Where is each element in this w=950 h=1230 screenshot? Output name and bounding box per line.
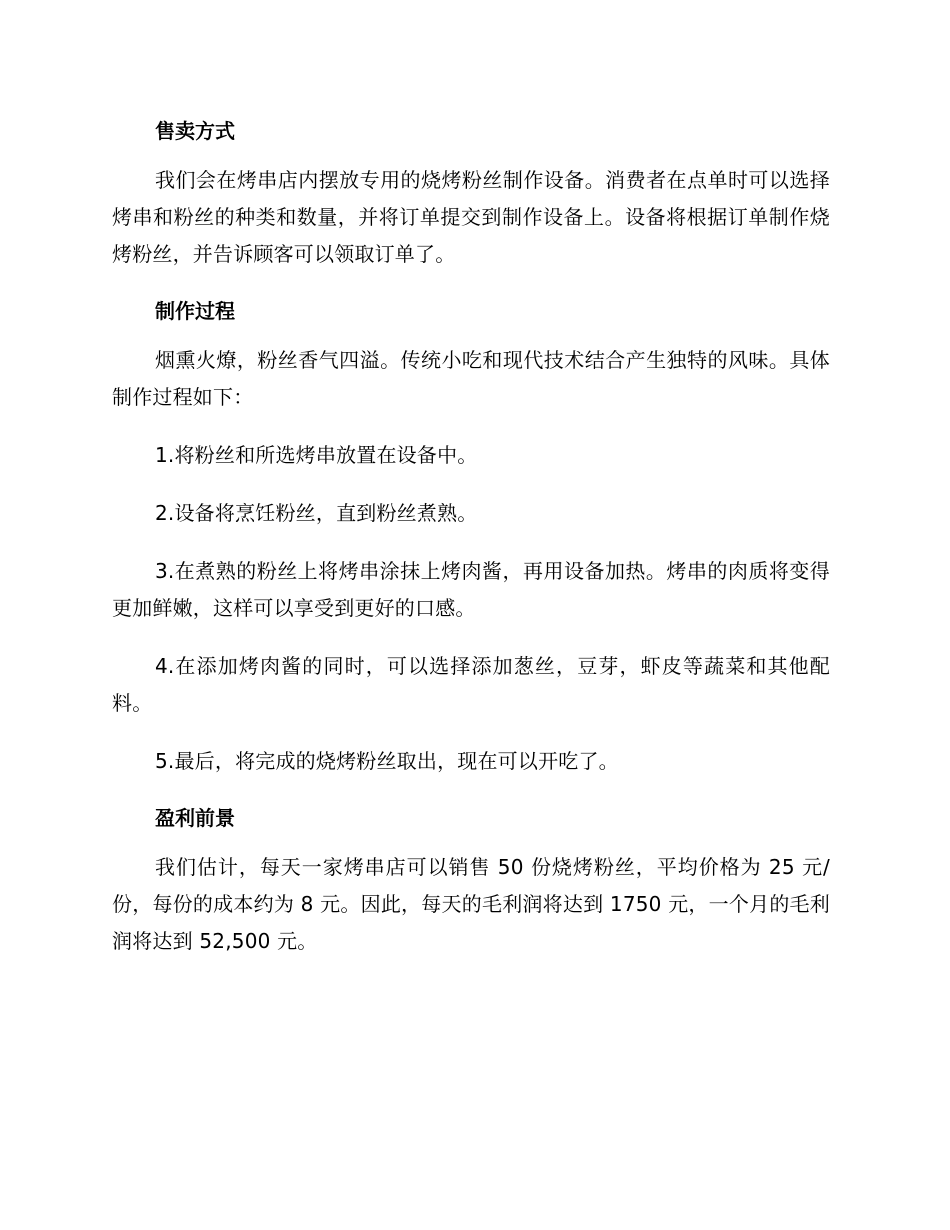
production-step-4: 4.在添加烤肉酱的同时，可以选择添加葱丝，豆芽，虾皮等蔬菜和其他配料。 xyxy=(112,654,830,715)
section-heading-production-process: 制作过程 xyxy=(155,299,235,323)
production-step-3: 3.在煮熟的粉丝上将烤串涂抹上烤肉酱，再用设备加热。烤串的肉质将变得更加鲜嫩，这样可以享受到更好的口感。 xyxy=(112,559,830,620)
production-step-1: 1.将粉丝和所选烤串放置在设备中。 xyxy=(155,443,478,467)
sales-method-paragraph: 我们会在烤串店内摆放专用的烧烤粉丝制作设备。消费者在点单时可以选择烤串和粉丝的种类和数量，并将订单提交到制作设备上。设备将根据订单制作烧烤粉丝，并告诉顾客可以领取订单了。 xyxy=(112,168,830,266)
production-intro-paragraph: 烟熏火燎，粉丝香气四溢。传统小吃和现代技术结合产生独特的风味。具体制作过程如下： xyxy=(112,348,830,409)
production-step-5: 5.最后，将完成的烧烤粉丝取出，现在可以开吃了。 xyxy=(155,749,619,773)
section-heading-sales-method: 售卖方式 xyxy=(155,119,235,143)
profit-outlook-paragraph: 我们估计，每天一家烤串店可以销售 50 份烧烤粉丝，平均价格为 25 元/份，每份的成本约为 8 元。因此，每天的毛利润将达到 1750 元，一个月的毛利润将达到 52,500 元。 xyxy=(112,855,830,953)
section-heading-profit-outlook: 盈利前景 xyxy=(155,806,235,830)
production-step-2: 2.设备将烹饪粉丝，直到粉丝煮熟。 xyxy=(155,501,478,525)
